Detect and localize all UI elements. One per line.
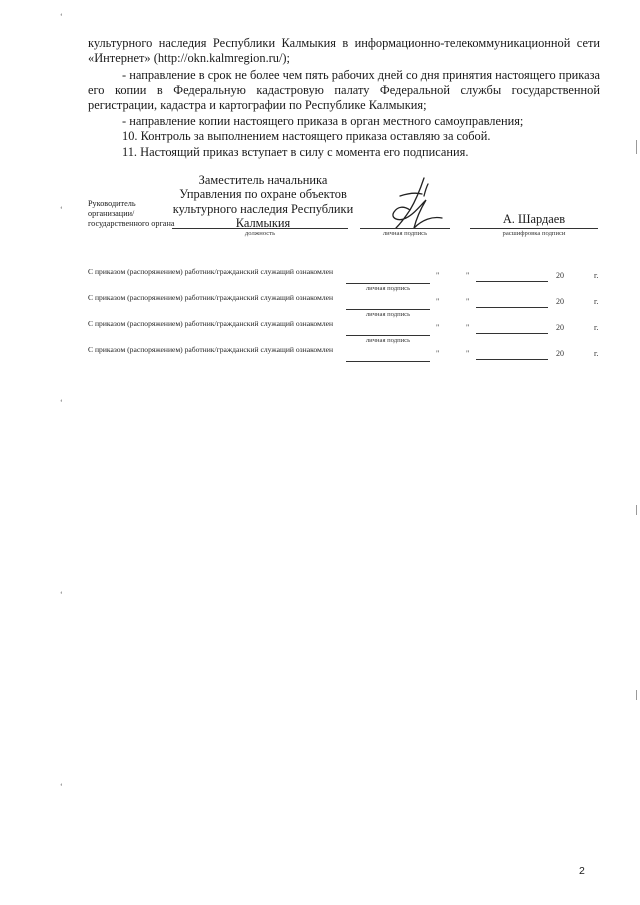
ack-signature-caption: личная подпись <box>365 337 411 344</box>
caption-position: должность <box>244 230 276 237</box>
margin-mark: ‘ <box>60 12 63 21</box>
margin-mark: ‘ <box>60 205 63 214</box>
scan-edge-mark <box>636 505 637 515</box>
paragraph-effective-clause: 11. Настоящий приказ вступает в силу с момента его подписания. <box>122 145 469 159</box>
ack-quote-open: " <box>436 271 440 280</box>
ack-quote-open: " <box>436 349 440 358</box>
ack-label: С приказом (распоряжением) работник/гражданский служащий ознакомлен <box>88 319 334 328</box>
ack-signature-caption: личная подпись <box>365 311 411 318</box>
ack-date-line[interactable] <box>476 359 548 360</box>
ack-quote-close: " <box>466 297 470 306</box>
paragraph-internet-publication: культурного наследия Республики Калмыкия в информационно-телекоммуникационной сети «Интернет» (http://okn.kalmregion.ru/); <box>88 36 600 66</box>
scan-edge-mark <box>636 140 637 154</box>
page-number: 2 <box>579 865 585 877</box>
ack-quote-open: " <box>436 297 440 306</box>
signer-position-title: Заместитель начальника Управления по охране объектов культурного наследия Республики Калмыкия <box>172 173 354 230</box>
ack-year-suffix: г. <box>594 349 599 358</box>
caption-name-decoding: расшифровка подписи <box>502 230 566 237</box>
ack-quote-close: " <box>466 271 470 280</box>
ack-label: С приказом (распоряжением) работник/гражданский служащий ознакомлен <box>88 267 334 276</box>
ack-signature-line[interactable] <box>346 283 430 284</box>
ack-signature-line[interactable] <box>346 309 430 310</box>
ack-year-suffix: г. <box>594 323 599 332</box>
ack-year-prefix: 20 <box>556 297 564 306</box>
ack-signature-line[interactable] <box>346 361 430 362</box>
paragraph-control-clause: 10. Контроль за выполнением настоящего приказа оставляю за собой. <box>122 129 491 143</box>
ack-year-suffix: г. <box>594 271 599 280</box>
paragraph-cadastral-copy: - направление в срок не более чем пять рабочих дней со дня принятия настоящего приказа его копии в Федеральную кадастровую палату Федеральной службы государственной регистрации, кадастра и картографии по Республике Калмыкия; <box>88 68 600 113</box>
name-underline <box>470 228 598 229</box>
ack-year-prefix: 20 <box>556 349 564 358</box>
ack-year-suffix: г. <box>594 297 599 306</box>
handwritten-signature <box>376 176 456 236</box>
ack-quote-close: " <box>466 349 470 358</box>
ack-label: С приказом (распоряжением) работник/гражданский служащий ознакомлен <box>88 345 334 354</box>
ack-signature-caption: личная подпись <box>365 285 411 292</box>
margin-mark: ‘ <box>60 782 63 791</box>
signature-underline <box>360 228 450 229</box>
signer-name: А. Шардаев <box>502 212 566 226</box>
ack-date-line[interactable] <box>476 333 548 334</box>
org-head-label: Руководитель организации/государственного органа <box>88 199 175 228</box>
caption-signature: личная подпись <box>382 230 428 237</box>
ack-year-prefix: 20 <box>556 323 564 332</box>
margin-mark: ‘ <box>60 590 63 599</box>
position-underline <box>172 228 348 229</box>
ack-year-prefix: 20 <box>556 271 564 280</box>
ack-signature-line[interactable] <box>346 335 430 336</box>
ack-quote-open: " <box>436 323 440 332</box>
ack-label: С приказом (распоряжением) работник/гражданский служащий ознакомлен <box>88 293 334 302</box>
ack-date-line[interactable] <box>476 307 548 308</box>
paragraph-local-government-copy: - направление копии настоящего приказа в орган местного самоуправления; <box>122 114 524 128</box>
ack-quote-close: " <box>466 323 470 332</box>
margin-mark: ‘ <box>60 398 63 407</box>
scan-edge-mark <box>636 690 637 700</box>
ack-date-line[interactable] <box>476 281 548 282</box>
